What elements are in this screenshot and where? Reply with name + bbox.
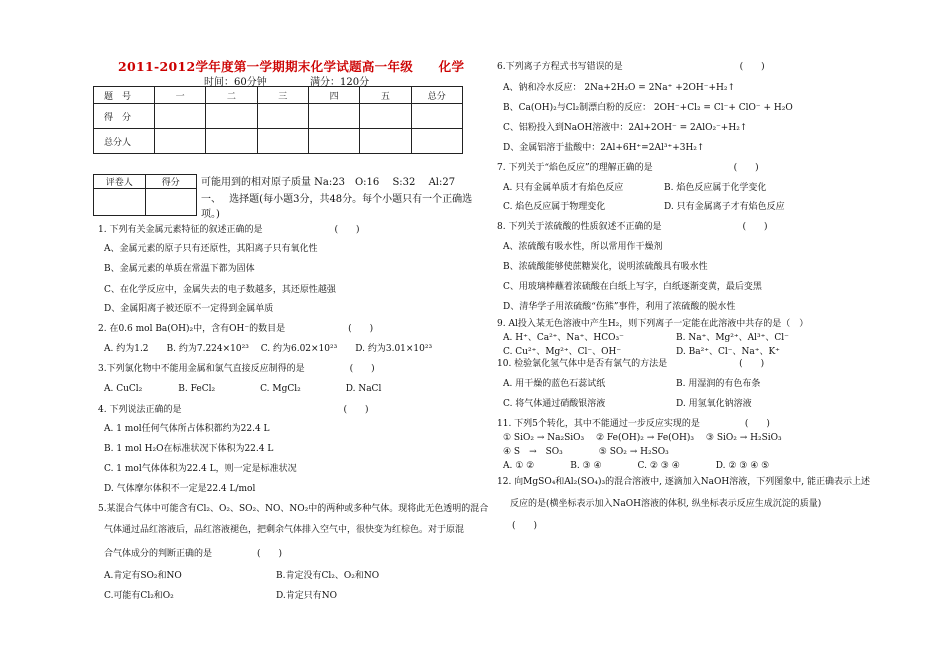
- option-5c: C.可能有Cl₂和O₂: [104, 591, 174, 601]
- score-header-cell: 二: [206, 87, 257, 104]
- option-8a: A、浓硫酸有吸水性，所以常用作干燥剂: [503, 242, 663, 252]
- answer-bracket-12: ( ): [512, 521, 538, 531]
- score-header-cell: 题 号: [94, 87, 155, 104]
- option-1d: D、金属阳离子被还原不一定得到金属单质: [104, 304, 274, 314]
- score-cell[interactable]: [308, 129, 359, 154]
- option-4c: C. 1 mol气体体积为22.4 L，则一定是标准状况: [104, 464, 297, 474]
- option-5d: D.肯定只有NO: [276, 591, 338, 601]
- option-7a: A. 只有金属单质才有焰色反应: [503, 183, 624, 193]
- grader-label: 评卷人: [94, 175, 146, 189]
- question-12-line2: 反应的是(横坐标表示加入NaOH溶液的体积, 纵坐标表示反应生成沉淀的质量): [510, 499, 822, 509]
- options-3: A. CuCl₂ B. FeCl₂ C. MgCl₂ D. NaCl: [104, 384, 382, 394]
- option-10a: A. 用干燥的蓝色石蕊试纸: [503, 379, 606, 389]
- option-7d: D. 只有金属离子才有焰色反应: [664, 202, 785, 212]
- section-heading-cont: 项。): [201, 209, 220, 220]
- option-6b: B、Ca(OH)₂与Cl₂制漂白粉的反应： 2OH⁻+Cl₂ = Cl⁻+ ClO⁻ + H₂O: [503, 103, 793, 113]
- option-7c: C. 焰色反应属于物理变化: [503, 202, 606, 212]
- atomic-mass-note: 可能用到的相对原子质量 Na:23 O:16 S:32 Al:27: [201, 177, 456, 188]
- grader-cell[interactable]: [94, 189, 146, 216]
- option-6d: D、金属铝溶于盐酸中：2Al+6H⁺=2Al³⁺+3H₂↑: [503, 143, 705, 153]
- exam-score: 满分：120分: [310, 77, 370, 88]
- option-6c: C、铝粉投入到NaOH溶液中：2Al+2OH⁻ = 2AlO₂⁻+H₂↑: [503, 123, 748, 133]
- score-header-cell: 四: [308, 87, 359, 104]
- score-header-cell: 一: [154, 87, 205, 104]
- option-8b: B、浓硫酸能够使蔗糖炭化，说明浓硫酸具有吸水性: [503, 262, 708, 272]
- option-6a: A、钠和冷水反应： 2Na+2H₂O = 2Na⁺ +2OH⁻+H₂↑: [503, 83, 736, 93]
- option-4b: B. 1 mol H₂O在标准状况下体积为22.4 L: [104, 444, 274, 454]
- score-cell[interactable]: [308, 104, 359, 129]
- option-9b: B. Na⁺、Mg²⁺、Al³⁺、Cl⁻: [676, 333, 789, 343]
- question-11: 11. 下列5个转化，其中不能通过一步反应实现的是 ( ): [497, 419, 770, 429]
- score-cell[interactable]: [411, 129, 462, 154]
- score-row-label: 总分人: [94, 129, 155, 154]
- option-1a: A、金属元素的原子只有还原性，其阳离子只有氧化性: [104, 244, 318, 254]
- question-3: 3.下列氯化物中不能用金属和氯气直接反应制得的是 ( ): [98, 364, 375, 374]
- question-2: 2. 在0.6 mol Ba(OH)₂中，含有OH⁻的数目是 ( ): [98, 324, 374, 334]
- question-5-line2: 气体通过品红溶液后，品红溶液褪色，把剩余气体排入空气中，很快变为红棕色。对于原混: [104, 525, 465, 535]
- score-table: [93, 86, 463, 154]
- option-4d: D. 气体摩尔体积不一定是22.4 L/mol: [104, 484, 256, 494]
- option-1c: C、在化学反应中，金属失去的电子数越多，其还原性越强: [104, 285, 336, 295]
- option-8c: C、用玻璃棒蘸着浓硫酸在白纸上写字，白纸逐渐变黄，最后变黑: [503, 282, 762, 292]
- option-5a: A.肯定有SO₂和NO: [104, 571, 182, 581]
- question-9: 9. Al投入某无色溶液中产生H₂，则下列离子一定能在此溶液中共存的是（ ）: [497, 319, 809, 329]
- score-cell[interactable]: [257, 104, 308, 129]
- option-9a: A. H⁺、Ca²⁺、Na⁺、HCO₃⁻: [503, 333, 624, 343]
- question-10: 10. 检验氯化氢气体中是否有氯气的方法是 ( ): [497, 359, 765, 369]
- option-10d: D. 用氢氧化钠溶液: [676, 399, 752, 409]
- option-1b: B、金属元素的单质在常温下都为固体: [104, 264, 255, 274]
- option-10b: B. 用湿润的有色布条: [676, 379, 761, 389]
- score-header-cell: 三: [257, 87, 308, 104]
- question-12-line1: 12. 向MgSO₄和Al₂(SO₄)₃的混合溶液中, 逐滴加入NaOH溶液，下列图象中, 能正确表示上述: [497, 477, 870, 487]
- score-cell[interactable]: [411, 104, 462, 129]
- conversions-row2: ④ S → SO₃ ⑤ SO₂ → H₂SO₃: [503, 447, 669, 457]
- option-4a: A. 1 mol任何气体所占体积都约为22.4 L: [104, 424, 270, 434]
- grader-table: [93, 174, 197, 216]
- question-7: 7. 下列关于“焰色反应”的理解正确的是 ( ): [497, 163, 759, 173]
- score-cell[interactable]: [206, 129, 257, 154]
- score-header-cell: 总分: [411, 87, 462, 104]
- score-row-label: 得 分: [94, 104, 155, 129]
- grader-cell[interactable]: [145, 189, 197, 216]
- score-cell[interactable]: [360, 104, 411, 129]
- section-heading: 一、 选择题(每小题3分，共48分。每个小题只有一个正确选: [201, 194, 473, 205]
- question-1: 1. 下列有关金属元素特征的叙述正确的是 ( ): [98, 225, 360, 235]
- score-header-cell: 五: [360, 87, 411, 104]
- question-5-line1: 5.某混合气体中可能含有Cl₂、O₂、SO₂、NO、NO₂中的两种或多种气体。现将此无色透明的混合: [98, 504, 489, 514]
- question-6: 6.下列离子方程式书写错误的是 ( ): [497, 62, 765, 72]
- score-cell[interactable]: [257, 129, 308, 154]
- option-9d: D. Ba²⁺、Cl⁻、Na⁺、K⁺: [676, 347, 780, 357]
- grader-label: 得分: [145, 175, 197, 189]
- question-8: 8. 下列关于浓硫酸的性质叙述不正确的是 ( ): [497, 222, 768, 232]
- score-cell[interactable]: [154, 104, 205, 129]
- score-cell[interactable]: [360, 129, 411, 154]
- question-4: 4. 下列说法正确的是 ( ): [98, 405, 369, 415]
- option-5b: B.肯定没有Cl₂、O₂和NO: [276, 571, 380, 581]
- page-title: 2011-2012学年度第一学期期末化学试题高一年级 化学: [118, 59, 465, 74]
- option-8d: D、清华学子用浓硫酸“伤熊”事件，利用了浓硫酸的脱水性: [503, 302, 736, 312]
- options-2: A. 约为1.2 B. 约为7.224×10²³ C. 约为6.02×10²³ D. 约为3.01×10²³: [104, 344, 433, 354]
- conversions-row1: ① SiO₂ → Na₂SiO₃ ② Fe(OH)₂ → Fe(OH)₃ ③ SiO₂ → H₂SiO₃: [503, 433, 782, 443]
- option-9c: C. Cu²⁺、Mg²⁺、Cl⁻、OH⁻: [503, 347, 622, 357]
- option-10c: C. 将气体通过硝酸银溶液: [503, 399, 606, 409]
- exam-time: 时间：60分钟: [204, 77, 267, 88]
- question-5-line3: 合气体成分的判断正确的是 ( ): [104, 549, 283, 559]
- score-cell[interactable]: [154, 129, 205, 154]
- options-11: A. ① ② B. ③ ④ C. ② ③ ④ D. ② ③ ④ ⑤: [503, 461, 770, 471]
- score-cell[interactable]: [206, 104, 257, 129]
- option-7b: B. 焰色反应属于化学变化: [664, 183, 767, 193]
